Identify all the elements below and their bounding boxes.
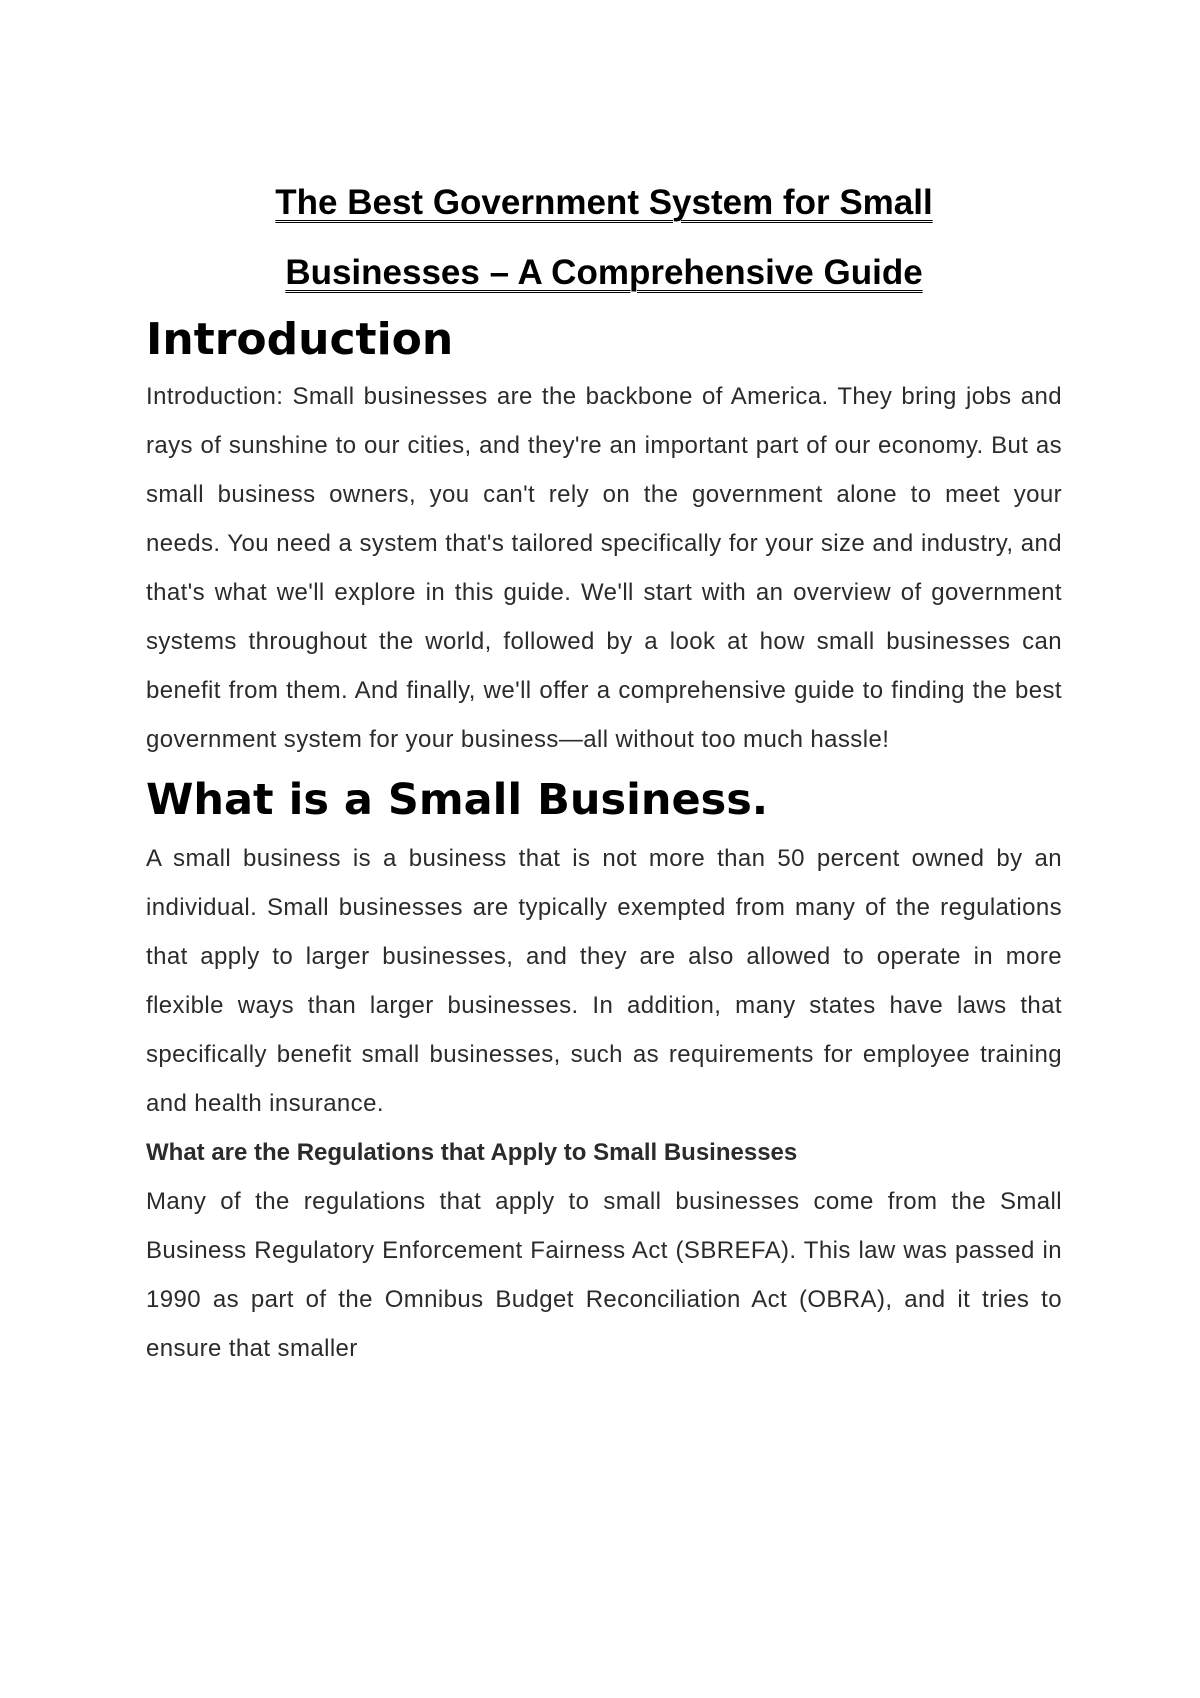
small-business-heading: What is a Small Business. <box>146 775 769 825</box>
document-body <box>146 168 1062 1373</box>
regulations-paragraph: Many of the regulations that apply to small businesses come from the Small Business Regulatory Enforcement Fairness Act (SBREFA). This law was passed in 1990 as part of the Omnibus Budget Reconciliation Act (OBRA), and it tries to ensure that smaller <box>146 1188 1062 1362</box>
small-business-paragraph: A small business is a business that is not more than 50 percent owned by an individual. Small businesses are typically exempted from many of the regulations that apply to larger businesses, and they are also allowed to operate in more flexible ways than larger businesses. In addition, many states have laws that specifically benefit small businesses, such as requirements for employee training and health insurance. <box>146 845 1062 1117</box>
regulations-subheading: What are the Regulations that Apply to Small Businesses <box>146 1139 798 1166</box>
introduction-heading: Introduction <box>146 314 454 365</box>
document-title-line-1: The Best Government System for Small <box>275 183 933 222</box>
document-title <box>146 168 1062 308</box>
introduction-paragraph: Introduction: Small businesses are the backbone of America. They bring jobs and rays of sunshine to our cities, and they're an important part of our economy. But as small business owners, you can't rely on the government alone to meet your needs. You need a system that's tailored specifically for your size and industry, and that's what we'll explore in this guide. We'll start with an overview of government systems throughout the world, followed by a look at how small businesses can benefit from them. And finally, we'll offer a comprehensive guide to finding the best government system for your business—all without too much hassle! <box>146 383 1062 753</box>
document-title-line-2: Businesses – A Comprehensive Guide <box>285 253 923 292</box>
